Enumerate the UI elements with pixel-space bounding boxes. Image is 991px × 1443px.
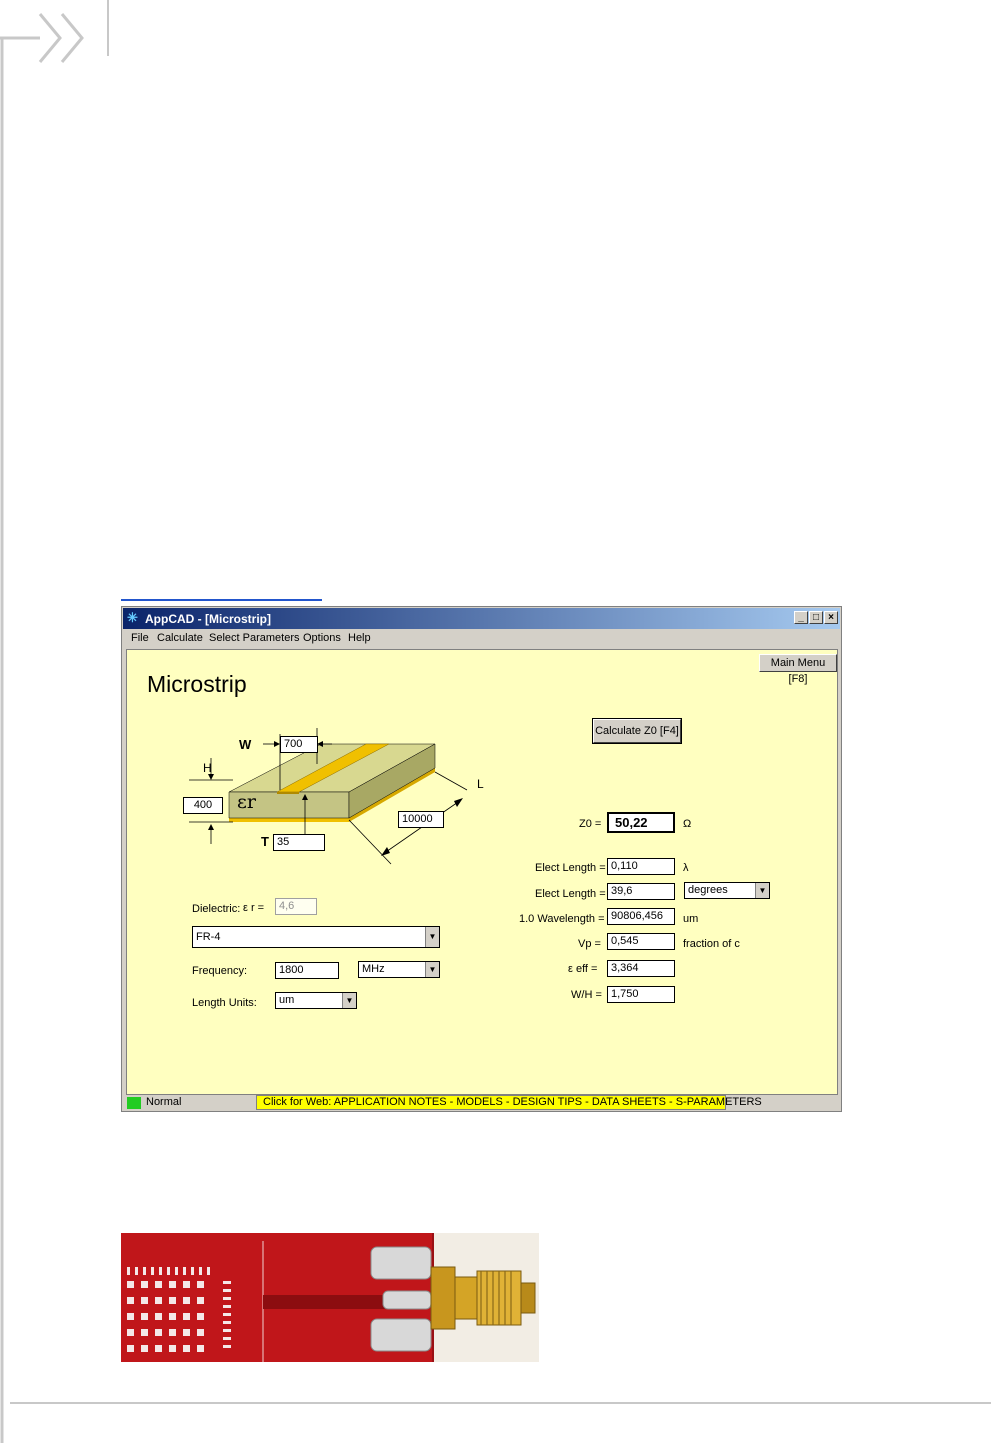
w-input[interactable]: 700 xyxy=(280,736,318,753)
menu-help[interactable]: Help xyxy=(348,632,371,644)
wh-value: 1,750 xyxy=(607,986,675,1003)
frequency-input[interactable]: 1800 xyxy=(275,962,339,979)
vp-label: Vp = xyxy=(578,938,601,950)
l-extension-far xyxy=(435,772,467,790)
eeff-label: ε eff = xyxy=(568,963,598,975)
chevron-down-icon[interactable]: ▼ xyxy=(755,883,769,898)
microstrip-diagram xyxy=(177,720,497,880)
close-button[interactable]: × xyxy=(824,611,838,624)
material-select[interactable] xyxy=(192,926,440,948)
frequency-unit-value: MHz xyxy=(362,963,385,975)
dielectric-label: Dielectric: xyxy=(192,903,241,915)
status-indicator xyxy=(127,1097,141,1109)
menu-bar xyxy=(123,629,840,648)
chevron-down-icon[interactable]: ▼ xyxy=(342,993,356,1008)
w-label: W xyxy=(239,737,252,752)
angle-unit-value: degrees xyxy=(688,884,728,896)
wh-label: W/H = xyxy=(571,989,602,1001)
wavelength-unit: um xyxy=(683,913,699,925)
elect-length-deg-label: Elect Length = xyxy=(535,888,606,900)
er-input[interactable]: 4,6 xyxy=(275,898,317,915)
menu-options[interactable]: Options xyxy=(303,632,341,644)
h-label: H xyxy=(203,761,212,775)
sma-connector-icon xyxy=(431,1267,535,1329)
appcad-window xyxy=(121,606,842,1112)
vp-unit: fraction of c xyxy=(683,938,740,950)
menu-select-parameters[interactable]: Select Parameters xyxy=(209,632,300,644)
z0-label: Z0 = xyxy=(579,818,602,830)
z0-value: 50,22 xyxy=(607,812,675,833)
length-units-select[interactable] xyxy=(275,992,357,1009)
microstrip-panel xyxy=(126,649,838,1095)
l-input[interactable]: 10000 xyxy=(398,811,444,828)
eeff-value: 3,364 xyxy=(607,960,675,977)
elect-length-lambda-value: 0,110 xyxy=(607,858,675,875)
chevron-down-icon[interactable]: ▼ xyxy=(425,962,439,977)
elect-length-deg-value: 39,6 xyxy=(607,883,675,900)
menu-file[interactable]: File xyxy=(131,632,149,644)
z0-unit: Ω xyxy=(683,818,692,830)
h-input[interactable]: 400 xyxy=(183,797,223,814)
er-label: ε r = xyxy=(243,902,265,914)
chevron-down-icon[interactable]: ▼ xyxy=(425,927,439,947)
trace-strip-edge xyxy=(277,792,299,794)
main-menu-button[interactable]: Main Menu [F8] xyxy=(759,654,837,672)
appcad-logo-icon: ✳ xyxy=(127,610,138,625)
menu-calculate[interactable]: Calculate xyxy=(157,632,203,644)
status-bar xyxy=(123,1095,840,1111)
t-input[interactable]: 35 xyxy=(273,834,325,851)
elect-length-lambda-label: Elect Length = xyxy=(535,862,606,874)
l-label: L xyxy=(477,777,484,791)
window-title: AppCAD - [Microstrip] xyxy=(145,612,271,626)
vp-value: 0,545 xyxy=(607,933,675,950)
angle-unit-select[interactable] xyxy=(684,882,770,899)
l-arrowhead-near xyxy=(381,847,390,856)
web-links-banner[interactable]: Click for Web: APPLICATION NOTES - MODELS - DESIGN TIPS - DATA SHEETS - S-PARAMETERS xyxy=(256,1095,726,1110)
pcb-sma-connector-photo xyxy=(121,1233,539,1362)
page-title: Microstrip xyxy=(147,671,247,697)
calculate-z0-button[interactable]: Calculate Z0 [F4] xyxy=(593,719,681,743)
header-chevron-icon xyxy=(0,14,82,62)
status-mode: Normal xyxy=(146,1096,182,1108)
material-value: FR-4 xyxy=(196,931,221,943)
er-symbol: εr xyxy=(237,791,256,813)
wavelength-value: 90806,456 xyxy=(607,908,675,925)
l-arrowhead-far xyxy=(454,798,463,807)
frequency-label: Frequency: xyxy=(192,965,248,977)
wavelength-label: 1.0 Wavelength = xyxy=(519,913,605,925)
elect-length-lambda-unit: λ xyxy=(683,862,689,874)
title-bar xyxy=(123,608,840,629)
maximize-button[interactable]: □ xyxy=(809,611,823,624)
h-arrowhead-bottom xyxy=(208,824,214,830)
ground-plane-front xyxy=(229,818,349,822)
t-label: T xyxy=(261,834,269,849)
frequency-unit-select[interactable] xyxy=(358,961,440,978)
length-units-value: um xyxy=(279,994,295,1006)
length-units-label: Length Units: xyxy=(192,997,257,1009)
minimize-button[interactable]: _ xyxy=(794,611,808,624)
l-extension-near xyxy=(349,820,391,864)
